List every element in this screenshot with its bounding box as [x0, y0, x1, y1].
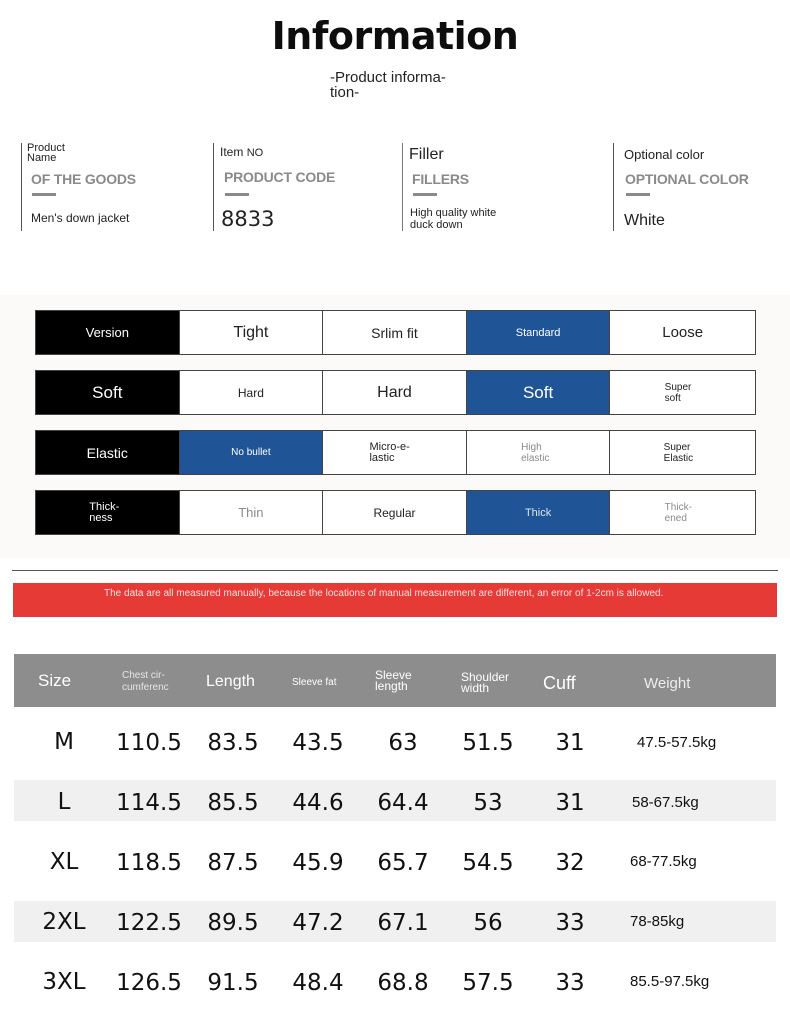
section-divider [12, 570, 778, 571]
info-label-part-1: Item [220, 145, 244, 159]
cell-sleeve-length: 67.1 [377, 910, 429, 936]
cell-weight: 68-77.5kg [630, 853, 697, 870]
cell-cuff: 31 [555, 790, 585, 816]
info-label [27, 143, 65, 163]
feature-option-selected: Soft [467, 371, 611, 414]
info-value: White [624, 212, 665, 229]
cell-length: 87.5 [207, 850, 259, 876]
info-label-part-2: NO [246, 147, 264, 159]
info-divider [32, 193, 56, 196]
info-product-name [21, 143, 201, 231]
cell-size: L [57, 789, 71, 815]
feature-option [610, 491, 755, 534]
feature-option: Loose [610, 311, 755, 354]
subtitle-line-1: -Product informa- [330, 69, 446, 86]
cell-chest: 126.5 [116, 970, 182, 996]
cell-length: 89.5 [207, 910, 259, 936]
product-code-value: 8833 [221, 207, 275, 231]
cell-shoulder: 53 [473, 790, 503, 816]
cell-sleeve-fat: 47.2 [292, 910, 344, 936]
cell-sleeve-length: 63 [388, 730, 418, 756]
header-chest: Chest cir- cumferenc [122, 670, 169, 693]
info-heading: OPTIONAL COLOR [625, 171, 749, 187]
cell-chest: 110.5 [116, 730, 182, 756]
cell-sleeve-fat: 48.4 [292, 970, 344, 996]
feature-option: Hard [180, 371, 324, 414]
page-subtitle [330, 70, 470, 100]
feature-option [323, 431, 467, 474]
cell-chest: 122.5 [116, 910, 182, 936]
info-divider [413, 193, 437, 196]
header-weight: Weight [644, 675, 691, 692]
header-sleeve-fat: Sleeve fat [292, 677, 337, 688]
cell-shoulder: 56 [473, 910, 503, 936]
cell-sleeve-length: 68.8 [377, 970, 429, 996]
cell-size: 2XL [42, 909, 86, 935]
feature-label: Elastic [36, 431, 180, 474]
cell-sleeve-fat: 43.5 [292, 730, 344, 756]
info-heading: OF THE GOODS [31, 171, 136, 187]
feature-option: Tight [180, 311, 324, 354]
cell-shoulder: 51.5 [462, 730, 514, 756]
feature-label-text: Thick- ness [89, 500, 120, 524]
header-length: Length [206, 673, 255, 690]
cell-weight: 85.5-97.5kg [630, 973, 710, 990]
cell-length: 91.5 [207, 970, 259, 996]
size-table-header [14, 654, 776, 707]
info-heading: FILLERS [412, 171, 469, 187]
cell-shoulder: 54.5 [462, 850, 514, 876]
feature-option: Srlim fit [323, 311, 467, 354]
feature-option-selected: Thick [467, 491, 611, 534]
page-title: Information [271, 14, 519, 58]
cell-sleeve-fat: 44.6 [292, 790, 344, 816]
cell-length: 85.5 [207, 790, 259, 816]
cell-chest: 114.5 [116, 790, 182, 816]
feature-option-text: Micro-e- lastic [369, 440, 410, 464]
feature-option: Hard [323, 371, 467, 414]
feature-label: Version [36, 311, 180, 354]
feature-option: Thin [180, 491, 324, 534]
measurement-notice-text: The data are all measured manually, because the locations of manual measurement are different, an error of 1-2cm is allowed. [104, 588, 664, 599]
feature-option [610, 371, 755, 414]
cell-sleeve-length: 64.4 [377, 790, 429, 816]
cell-cuff: 33 [555, 910, 585, 936]
cell-size: 3XL [42, 969, 86, 995]
cell-weight: 78-85kg [630, 913, 685, 930]
feature-option-selected: No bullet [180, 431, 324, 474]
measurement-notice [13, 583, 777, 617]
feature-option-text: High elastic [521, 441, 550, 464]
feature-option-text: Super Elastic [663, 441, 694, 464]
info-label-line-2: Name [27, 152, 57, 164]
feature-option-selected: Standard [467, 311, 611, 354]
info-label: Filler [409, 146, 444, 163]
info-heading: PRODUCT CODE [224, 169, 336, 185]
info-label: Optional color [624, 147, 705, 162]
feature-row-elasticity [35, 430, 756, 475]
info-value-line-1: High quality white [410, 207, 497, 219]
cell-length: 83.5 [207, 730, 259, 756]
header-cuff: Cuff [543, 673, 576, 693]
info-value: Men's down jacket [31, 211, 130, 225]
feature-option: Regular [323, 491, 467, 534]
info-value [410, 207, 496, 231]
cell-sleeve-fat: 45.9 [292, 850, 344, 876]
cell-weight: 47.5-57.5kg [637, 734, 717, 751]
info-label [220, 145, 263, 159]
header-size: Size [38, 671, 72, 690]
feature-option [610, 431, 755, 474]
info-divider [225, 193, 249, 196]
feature-option-text: Thick- ened [664, 501, 692, 524]
cell-weight: 58-67.5kg [632, 794, 699, 811]
info-optional-color [613, 143, 783, 231]
feature-row-version [35, 310, 756, 355]
feature-row-softness [35, 370, 756, 415]
cell-cuff: 32 [555, 850, 585, 876]
feature-option-text: Super soft [664, 381, 692, 404]
feature-label [36, 491, 180, 534]
feature-label: Soft [36, 371, 180, 414]
info-value-line-2: duck down [410, 219, 463, 231]
cell-cuff: 33 [555, 970, 585, 996]
info-item-no [213, 143, 393, 231]
cell-cuff: 31 [555, 730, 585, 756]
cell-size: M [54, 729, 74, 755]
feature-row-thickness [35, 490, 756, 535]
info-label-line-1: Product [27, 142, 65, 154]
cell-size: XL [49, 849, 79, 875]
header-shoulder-width: Shoulder width [461, 670, 510, 695]
cell-sleeve-length: 65.7 [377, 850, 429, 876]
subtitle-line-2: tion- [330, 84, 360, 101]
info-divider [626, 193, 650, 196]
info-filler [402, 143, 602, 231]
cell-shoulder: 57.5 [462, 970, 514, 996]
header-sleeve-length: Sleeve length [375, 668, 412, 693]
cell-chest: 118.5 [116, 850, 182, 876]
feature-option [467, 431, 611, 474]
